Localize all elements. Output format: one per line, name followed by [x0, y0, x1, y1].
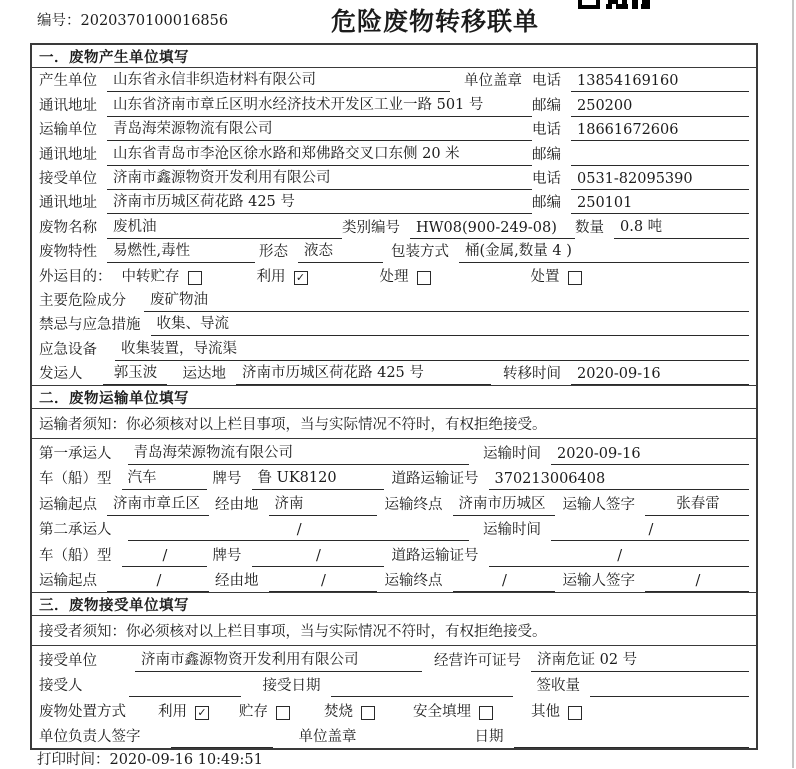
- field-value: 13854169160: [571, 73, 749, 92]
- field-value: 济南: [269, 492, 377, 516]
- field-value: 山东省永信非织造材料有限公司: [107, 68, 450, 92]
- field-label: 日期: [474, 729, 504, 746]
- checkbox-field: [531, 700, 582, 723]
- field-value: /: [128, 522, 470, 541]
- print-time-value: 2020-09-16 10:49:51: [109, 752, 263, 768]
- checkbox-label: 安全填埋: [413, 703, 471, 720]
- form-row: [32, 263, 756, 287]
- field-label: 主要危险成分: [39, 292, 126, 309]
- field-value: [514, 745, 750, 748]
- field-value: 济南市历城区荷花路 425 号: [236, 361, 491, 385]
- checkbox-label: 处理: [379, 268, 409, 285]
- field-value: 济南市章丘区: [107, 492, 209, 516]
- field-value: /: [551, 522, 749, 541]
- field-value: 山东省青岛市李沧区徐水路和郑佛路交叉口东侧 20 米: [107, 142, 532, 166]
- field-value: [129, 694, 241, 697]
- checkbox-field: [158, 700, 209, 723]
- section-heading: 二．废物运输单位填写: [32, 386, 756, 409]
- field-label: 运输单位: [39, 122, 97, 139]
- checkbox-label: 贮存: [239, 703, 268, 720]
- field-label: 通讯地址: [39, 97, 97, 114]
- checkbox-empty-icon: [188, 271, 202, 285]
- field-label: 数量: [575, 219, 604, 236]
- field-value: /: [489, 548, 750, 567]
- checkbox-empty-icon: [568, 706, 582, 720]
- form-row: [32, 516, 756, 542]
- checkbox-empty-icon: [276, 706, 290, 720]
- field-label: 包装方式: [391, 244, 449, 261]
- field-label: 废物特性: [39, 244, 97, 261]
- field-value: 济南市鑫源物资开发利用有限公司: [107, 166, 532, 190]
- field-value: 液态: [298, 239, 383, 263]
- form-row: [32, 288, 756, 312]
- field-label: 单位盖章: [298, 729, 357, 746]
- field-value: 山东省济南市章丘区明水经济技术开发区工业一路 501 号: [107, 93, 532, 117]
- field-label: 产生单位: [39, 73, 97, 90]
- field-value: 收集、导流: [151, 312, 750, 336]
- checkbox-field: [122, 265, 202, 288]
- checkbox-empty-icon: [479, 706, 493, 720]
- field-value: 桶(金属,数量 4 ): [459, 239, 749, 263]
- checkbox-field: [257, 265, 308, 288]
- form-row: [32, 361, 756, 385]
- notice-text: 接受者须知：你必须核对以上栏目事项，当与实际情况不符时，有权拒绝接受。: [32, 616, 756, 646]
- form-row: [32, 239, 756, 263]
- field-label: 经由地: [215, 573, 259, 590]
- field-label: 第一承运人: [39, 445, 112, 462]
- field-value: 济南危证 02 号: [531, 648, 749, 672]
- field-value: 青岛海荣源物流有限公司: [107, 117, 532, 141]
- right-edge-line: [792, 0, 794, 768]
- field-value: 2020-09-16: [571, 366, 749, 385]
- section-heading: 三．废物接受单位填写: [32, 593, 756, 616]
- serial-number-label: 编号：: [37, 13, 81, 29]
- form-row: [32, 490, 756, 516]
- field-label: 道路运输证号: [391, 471, 479, 488]
- checkbox-field: [413, 700, 493, 723]
- checkbox-label: 焚烧: [324, 703, 353, 720]
- field-label: 车（船）型: [39, 471, 112, 488]
- field-value: /: [122, 548, 207, 567]
- checkbox-field: [239, 700, 290, 723]
- form-row: [32, 312, 756, 336]
- field-value: /: [107, 573, 209, 592]
- field-label: 道路运输证号: [391, 547, 479, 564]
- field-label: 外运目的：: [39, 268, 112, 285]
- field-label: 禁忌与应急措施: [39, 317, 141, 334]
- field-label: 牌号: [212, 471, 242, 488]
- field-label: 发运人: [39, 366, 83, 383]
- checkbox-checked-icon: ✓: [294, 271, 308, 285]
- field-label: 应急设备: [39, 341, 97, 358]
- checkbox-empty-icon: [568, 271, 582, 285]
- field-value: /: [252, 548, 384, 567]
- field-label: 接受单位: [39, 170, 97, 187]
- field-label: 牌号: [212, 547, 242, 564]
- field-label: 邮编: [532, 97, 561, 114]
- notice-text: 运输者须知：你必须核对以上栏目事项，当与实际情况不符时，有权拒绝接受。: [32, 409, 756, 439]
- form-row: [32, 68, 756, 92]
- field-value: 2020-09-16: [551, 446, 749, 465]
- field-value: 250200: [571, 98, 749, 117]
- print-time-line: [37, 748, 263, 769]
- form-row: [32, 646, 756, 672]
- form-row: [32, 697, 756, 723]
- form-row: [32, 336, 756, 360]
- field-label: 运达地: [182, 366, 226, 383]
- checkbox-field: [324, 700, 375, 723]
- field-label: 运输起点: [39, 573, 97, 590]
- field-label: 通讯地址: [39, 146, 97, 163]
- form-row: [32, 190, 756, 214]
- field-value: HW08(900-249-08): [410, 220, 575, 239]
- field-value: 济南市历城区: [453, 492, 555, 516]
- form-row: [32, 672, 756, 698]
- form-row: [32, 439, 756, 465]
- checkbox-field: [531, 265, 582, 288]
- field-label: 运输终点: [384, 573, 443, 590]
- checkbox-label: 利用: [256, 268, 286, 285]
- field-label: 第二承运人: [39, 522, 112, 539]
- field-label: 类别编号: [342, 219, 400, 236]
- checkbox-checked-icon: ✓: [195, 706, 209, 720]
- field-label: 运输人签字: [562, 496, 635, 513]
- form-row: [32, 214, 756, 238]
- form-row: [32, 141, 756, 165]
- form-row: [32, 166, 756, 190]
- field-value: /: [645, 573, 749, 592]
- serial-number-line: [37, 9, 228, 30]
- field-value: 250101: [571, 195, 749, 214]
- form-row: [32, 541, 756, 567]
- form-row: [32, 117, 756, 141]
- form-row: [32, 92, 756, 116]
- field-label: 转移时间: [503, 366, 561, 383]
- field-label: 邮编: [532, 195, 561, 212]
- field-value: [571, 163, 749, 166]
- section-3: [32, 592, 756, 748]
- field-label: 经由地: [215, 496, 259, 513]
- field-label: 运输时间: [483, 445, 541, 462]
- field-value: 济南市鑫源物资开发利用有限公司: [135, 648, 422, 672]
- field-value: 鲁 UK8120: [252, 466, 384, 490]
- field-value: 收集装置，导流渠: [115, 337, 749, 361]
- field-value: 青岛海荣源物流有限公司: [128, 441, 470, 465]
- field-value: 易燃性,毒性: [107, 239, 255, 263]
- section-heading: 一．废物产生单位填写: [32, 45, 756, 68]
- field-label: 签收量: [536, 678, 580, 695]
- field-label: 运输人签字: [562, 573, 635, 590]
- checkbox-empty-icon: [361, 706, 375, 720]
- field-value: 0.8 吨: [614, 215, 749, 239]
- field-label: 电话: [532, 122, 561, 139]
- page-title: 危险废物转移联单: [331, 7, 540, 36]
- field-value: 废机油: [107, 215, 342, 239]
- field-label: 车（船）型: [39, 547, 112, 564]
- field-label: 电话: [532, 73, 561, 90]
- form-row: [32, 567, 756, 593]
- field-label: 接受人: [39, 678, 83, 695]
- section-1: [32, 45, 756, 385]
- field-value: 0531-82095390: [571, 171, 749, 190]
- checkbox-field: [380, 265, 431, 288]
- field-label: 形态: [259, 244, 288, 261]
- field-label: 单位负责人签字: [39, 729, 141, 746]
- field-label: 废物名称: [39, 219, 97, 236]
- form-row: [32, 465, 756, 491]
- checkbox-label: 处置: [530, 268, 560, 285]
- field-value: [590, 694, 749, 697]
- form-table: [30, 43, 758, 750]
- field-label: 通讯地址: [39, 195, 97, 212]
- field-label: 单位盖章: [464, 73, 522, 90]
- checkbox-label: 利用: [158, 703, 187, 720]
- checkbox-label: 其他: [531, 703, 560, 720]
- qr-code-fragment: [578, 0, 650, 9]
- field-value: 郭玉波: [103, 361, 167, 385]
- form-row: [32, 723, 756, 749]
- checkbox-label: 中转贮存: [121, 268, 180, 285]
- section-2: [32, 385, 756, 592]
- print-time-label: 打印时间：: [37, 752, 110, 768]
- field-label: 废物处置方式: [39, 703, 126, 720]
- field-value: 废矿物油: [144, 288, 749, 312]
- field-value: /: [453, 573, 555, 592]
- field-value: 张春雷: [645, 492, 749, 516]
- serial-number-value: 2020370100016856: [80, 13, 229, 29]
- field-label: 运输终点: [384, 496, 443, 513]
- field-label: 电话: [532, 170, 561, 187]
- field-label: 接受日期: [262, 678, 321, 695]
- field-value: [331, 694, 513, 697]
- field-label: 接受单位: [39, 652, 97, 669]
- field-label: 运输时间: [483, 522, 541, 539]
- field-value: /: [269, 573, 377, 592]
- field-label: 经营许可证号: [434, 652, 521, 669]
- field-value: 汽车: [122, 466, 207, 490]
- field-label: 运输起点: [39, 496, 97, 513]
- field-value: 18661672606: [571, 122, 749, 141]
- field-label: 邮编: [532, 146, 561, 163]
- field-value: 370213006408: [489, 471, 750, 490]
- field-value: 济南市历城区荷花路 425 号: [107, 190, 532, 214]
- checkbox-empty-icon: [417, 271, 431, 285]
